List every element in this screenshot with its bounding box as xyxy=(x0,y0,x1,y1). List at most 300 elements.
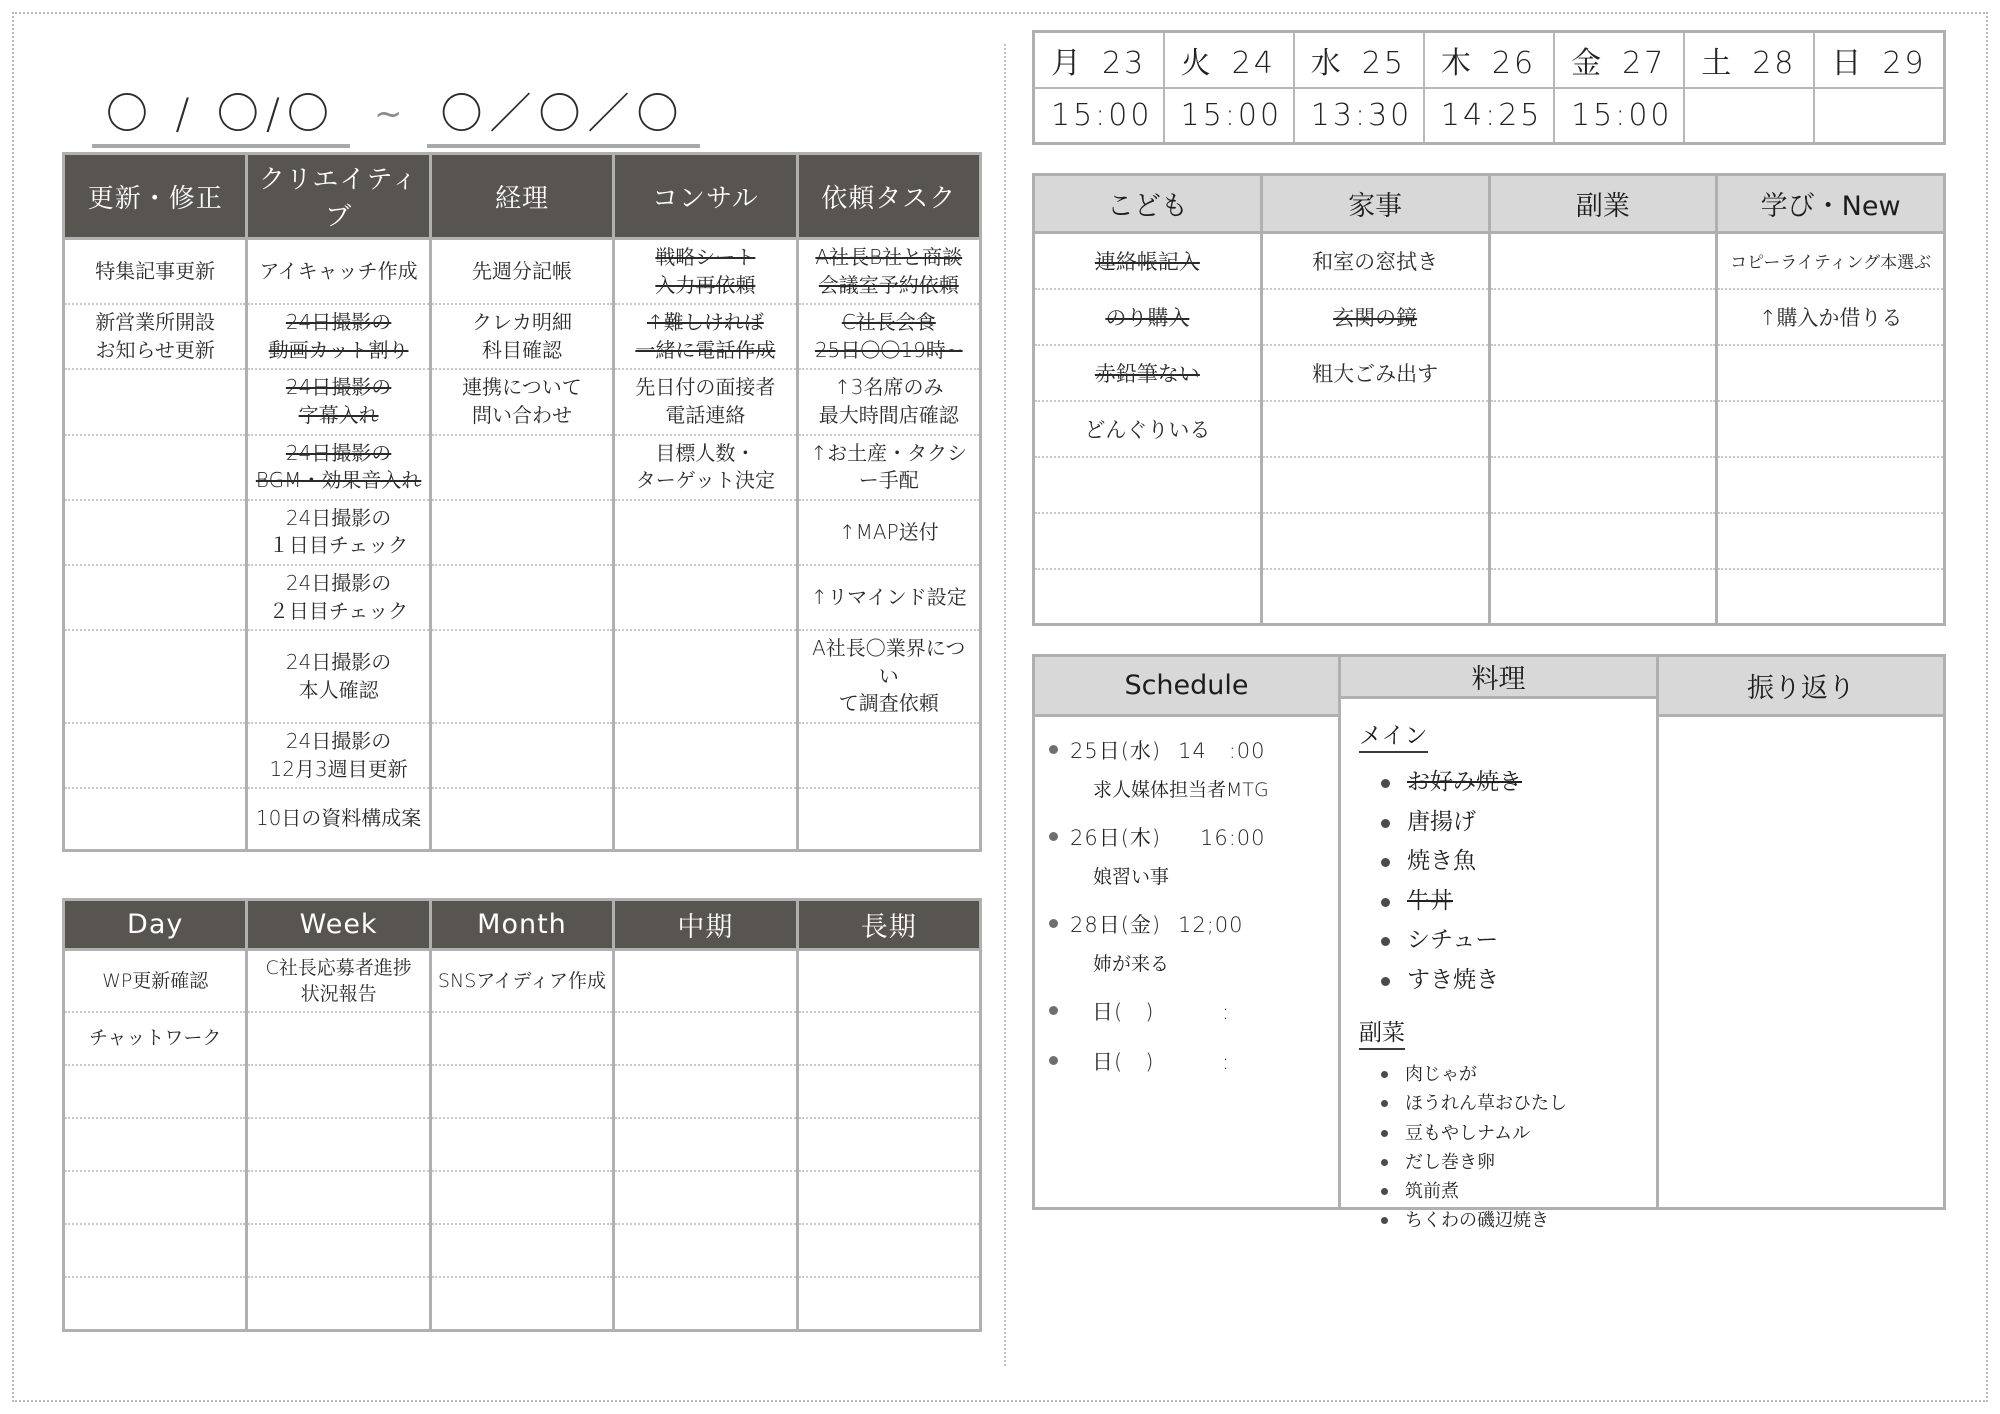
cell-3-4[interactable] xyxy=(797,435,980,500)
schedule-item[interactable] xyxy=(1049,822,1326,889)
cell-line: 和室の窓拭き xyxy=(1312,249,1439,274)
weekday-cell-0[interactable] xyxy=(1034,32,1164,88)
menu-item-label: ほうれん草おひたし xyxy=(1405,1093,1567,1115)
horizon-col-header-4: 長期 xyxy=(797,899,980,949)
cell-5-0[interactable] xyxy=(1034,513,1262,569)
cell-6-3[interactable] xyxy=(1717,569,1945,625)
cell-0-3[interactable] xyxy=(614,949,797,1012)
cell-4-3[interactable] xyxy=(614,500,797,565)
horizon-table xyxy=(62,898,982,1332)
cell-4-2[interactable] xyxy=(430,500,613,565)
horizon-col-header-1: Week xyxy=(247,899,430,949)
cell-8-4[interactable] xyxy=(797,788,980,850)
menu-item-label: シチュー xyxy=(1407,927,1499,954)
cell-line: ２日目チェック xyxy=(268,598,409,623)
cell-line: 連携について xyxy=(462,375,582,400)
cell-1-2[interactable] xyxy=(1489,289,1717,345)
horizon-col-header-0: Day xyxy=(64,899,247,949)
cell-5-0[interactable] xyxy=(64,565,247,630)
task-table-body xyxy=(64,239,981,851)
cell-line: ↑難しければ xyxy=(646,310,764,335)
furikaeri-body[interactable] xyxy=(1659,717,1943,1207)
category-table-header-row xyxy=(1034,175,1945,233)
cell-line: BGM・効果音入れ xyxy=(255,468,422,493)
cell-3-1[interactable] xyxy=(247,435,430,500)
cell-4-3[interactable] xyxy=(614,1171,797,1224)
cell-line: 新営業所開設 xyxy=(95,310,216,335)
cell-4-1[interactable] xyxy=(1261,457,1489,513)
cell-0-2[interactable] xyxy=(430,239,613,305)
cell-line: アイキャッチ作成 xyxy=(259,258,418,283)
cell-line: 特集記事更新 xyxy=(95,258,216,283)
day-time-cell-1[interactable]: 15:00 xyxy=(1164,88,1294,144)
cell-line: クレカ明細 xyxy=(471,310,572,335)
cell-5-1[interactable] xyxy=(247,565,430,630)
menu-item[interactable] xyxy=(1379,961,1644,1001)
cell-0-0[interactable] xyxy=(64,949,247,1012)
cell-4-0[interactable] xyxy=(1034,457,1262,513)
menu-item[interactable] xyxy=(1379,1177,1644,1206)
cell-7-1[interactable] xyxy=(247,723,430,788)
cell-1-3[interactable] xyxy=(614,304,797,369)
cell-line: 会議室予約依頼 xyxy=(818,272,959,297)
cell-8-0[interactable] xyxy=(64,788,247,850)
menu-item-label: 筑前煮 xyxy=(1405,1180,1459,1202)
task-col-header-4: 依頼タスク xyxy=(797,154,980,239)
cell-line: 入力再依頼 xyxy=(655,272,756,297)
cell-7-2[interactable] xyxy=(430,723,613,788)
cell-2-1[interactable] xyxy=(247,1065,430,1118)
cell-2-3[interactable] xyxy=(1717,345,1945,401)
day-time-cell-4[interactable]: 15:00 xyxy=(1554,88,1684,144)
horizon-table-header-row xyxy=(64,899,981,949)
schedule-date: 26日(木) xyxy=(1070,826,1162,850)
date-range-tilde: ~ xyxy=(374,94,403,134)
menu-item-label: お好み焼き xyxy=(1407,769,1522,795)
ryori-main-label: メイン xyxy=(1359,717,1428,753)
cell-6-3[interactable] xyxy=(614,1277,797,1330)
cell-3-2[interactable] xyxy=(430,1118,613,1171)
date-range-header xyxy=(62,30,982,148)
table-row xyxy=(1034,401,1945,457)
cell-1-1[interactable] xyxy=(247,1012,430,1065)
table-row xyxy=(64,723,981,788)
table-row xyxy=(1034,289,1945,345)
cell-line: 目標人数・ xyxy=(655,440,756,465)
schedule-title: Schedule xyxy=(1035,657,1338,717)
cell-line: 24日撮影の xyxy=(285,649,392,674)
schedule-time: 16:00 xyxy=(1178,826,1266,850)
cell-0-1[interactable] xyxy=(1261,233,1489,289)
cell-line: 24日撮影の xyxy=(285,570,392,595)
task-col-header-0: 更新・修正 xyxy=(64,154,247,239)
cell-3-0[interactable] xyxy=(64,435,247,500)
cell-5-3[interactable] xyxy=(614,565,797,630)
cell-3-4[interactable] xyxy=(797,1118,980,1171)
weekday-table-body xyxy=(1034,32,1945,144)
cell-4-3[interactable] xyxy=(1717,457,1945,513)
cell-2-3[interactable] xyxy=(614,1065,797,1118)
table-row xyxy=(64,630,981,723)
category-col-header-1: 家事 xyxy=(1261,175,1489,233)
task-col-header-2: 経理 xyxy=(430,154,613,239)
day-time-cell-0[interactable]: 15:00 xyxy=(1034,88,1164,144)
weekday-cell-3[interactable] xyxy=(1424,32,1554,88)
cell-line: A社長B社と商談 xyxy=(815,245,963,269)
table-row xyxy=(64,304,981,369)
table-row xyxy=(64,788,981,850)
schedule-time: 12;00 xyxy=(1178,913,1244,937)
schedule-item[interactable] xyxy=(1049,1046,1326,1076)
left-column xyxy=(26,22,1004,1388)
cell-6-1[interactable] xyxy=(247,630,430,723)
weekday-label: 火 xyxy=(1180,45,1214,81)
cell-0-1[interactable] xyxy=(247,949,430,1012)
table-row xyxy=(64,1065,981,1118)
schedule-item[interactable] xyxy=(1049,735,1326,802)
cell-3-3[interactable] xyxy=(614,1118,797,1171)
cell-line: 電話連絡 xyxy=(665,402,746,427)
day-time-cell-2[interactable]: 13:30 xyxy=(1294,88,1424,144)
schedule-time: : xyxy=(1178,1050,1231,1074)
cell-line: 12月3週目更新 xyxy=(269,756,408,781)
cell-line: 25日〇〇19時~ xyxy=(814,337,963,362)
schedule-time: : xyxy=(1178,1000,1231,1024)
cell-line: 状況報告 xyxy=(300,982,377,1005)
task-table xyxy=(62,152,982,852)
day-number: 24 xyxy=(1231,45,1276,81)
cell-5-2[interactable] xyxy=(1489,513,1717,569)
cell-0-3[interactable] xyxy=(1717,233,1945,289)
table-row xyxy=(64,949,981,1012)
schedule-date: 日( ) xyxy=(1070,1050,1155,1074)
weekday-label: 日 xyxy=(1831,45,1865,81)
cell-2-2[interactable] xyxy=(430,369,613,434)
weekday-cell-2[interactable] xyxy=(1294,32,1424,88)
schedule-body xyxy=(1035,717,1338,1207)
cell-6-0[interactable] xyxy=(64,1277,247,1330)
cell-2-0[interactable] xyxy=(64,369,247,434)
cell-0-2[interactable] xyxy=(430,949,613,1012)
weekday-cell-5[interactable] xyxy=(1684,32,1814,88)
ryori-sub-list xyxy=(1355,1060,1644,1235)
cell-6-4[interactable] xyxy=(797,630,980,723)
menu-item-label: 牛丼 xyxy=(1407,887,1453,914)
cell-line: お知らせ更新 xyxy=(95,337,215,362)
schedule-note: 姉が来る xyxy=(1093,953,1170,975)
schedule-date: 25日(水) xyxy=(1070,739,1162,763)
cell-6-4[interactable] xyxy=(797,1277,980,1330)
cell-line: 字幕入れ xyxy=(298,402,379,427)
cell-7-3[interactable] xyxy=(614,723,797,788)
cell-line: チャットワーク xyxy=(88,1027,222,1050)
cell-2-3[interactable] xyxy=(614,369,797,434)
cell-line: WP更新確認 xyxy=(102,969,209,992)
cell-3-1[interactable] xyxy=(247,1118,430,1171)
table-row xyxy=(64,369,981,434)
schedule-item[interactable] xyxy=(1049,996,1326,1026)
menu-item-label: ちくわの磯辺焼き xyxy=(1405,1210,1549,1232)
cell-0-0[interactable] xyxy=(1034,233,1262,289)
day-number: 25 xyxy=(1361,45,1406,81)
cell-5-2[interactable] xyxy=(430,1224,613,1277)
table-row xyxy=(1034,457,1945,513)
schedule-note: 求人媒体担当者MTG xyxy=(1093,779,1269,801)
cell-line: ↑お土産・タクシ xyxy=(810,440,968,465)
cell-line: 先週分記帳 xyxy=(471,258,572,283)
cell-line: SNSアイディア作成 xyxy=(437,969,607,992)
cell-8-2[interactable] xyxy=(430,788,613,850)
cell-5-1[interactable] xyxy=(247,1224,430,1277)
day-time-cell-6[interactable] xyxy=(1814,88,1944,144)
cell-line: どんぐりいる xyxy=(1084,417,1211,442)
bullet-icon xyxy=(1049,832,1058,841)
cell-line: 連絡帳記入 xyxy=(1094,249,1200,274)
cell-1-1[interactable] xyxy=(247,304,430,369)
cell-6-2[interactable] xyxy=(1489,569,1717,625)
table-row xyxy=(64,500,981,565)
category-table xyxy=(1032,173,1946,626)
cell-line: 24日撮影の xyxy=(285,375,392,400)
cell-0-1[interactable] xyxy=(247,239,430,305)
cell-line: 一緒に電話作成 xyxy=(635,337,776,362)
schedule-list xyxy=(1049,735,1326,1076)
cell-line: 科目確認 xyxy=(481,337,562,362)
cell-line: 最大時間店確認 xyxy=(818,402,959,427)
date-from-field[interactable]: 〇 / 〇/〇 xyxy=(92,90,350,148)
cell-6-0[interactable] xyxy=(64,630,247,723)
cell-4-1[interactable] xyxy=(247,1171,430,1224)
cell-4-1[interactable] xyxy=(247,500,430,565)
cell-7-4[interactable] xyxy=(797,723,980,788)
cell-line: 赤鉛筆ない xyxy=(1094,361,1200,386)
schedule-item-head xyxy=(1049,909,1326,939)
cell-4-2[interactable] xyxy=(430,1171,613,1224)
menu-item-label: 唐揚げ xyxy=(1407,808,1476,835)
schedule-section xyxy=(1035,657,1341,1207)
cell-1-0[interactable] xyxy=(64,304,247,369)
day-time-cell-5[interactable] xyxy=(1684,88,1814,144)
menu-item[interactable] xyxy=(1379,1206,1644,1235)
cell-4-0[interactable] xyxy=(64,1171,247,1224)
cell-line: 戦略シート xyxy=(655,245,756,269)
menu-item[interactable] xyxy=(1379,1060,1644,1089)
weekday-row xyxy=(1034,32,1945,88)
cell-5-2[interactable] xyxy=(430,565,613,630)
cell-line: 先日付の面接者 xyxy=(635,375,776,400)
cell-6-0[interactable] xyxy=(1034,569,1262,625)
weekday-cell-6[interactable] xyxy=(1814,32,1944,88)
horizon-table-body xyxy=(64,949,981,1330)
task-col-header-1: クリエイティブ xyxy=(247,154,430,239)
cell-line: ↑3名席のみ xyxy=(834,375,944,400)
furikaeri-section xyxy=(1659,657,1943,1207)
menu-item[interactable] xyxy=(1379,803,1644,843)
schedule-date: 28日(金) xyxy=(1070,913,1162,937)
schedule-date: 日( ) xyxy=(1070,1000,1155,1024)
task-table-header-row xyxy=(64,154,981,239)
cell-6-2[interactable] xyxy=(430,1277,613,1330)
cell-5-4[interactable] xyxy=(797,565,980,630)
daytime-row xyxy=(1034,88,1945,144)
cell-line: 問い合わせ xyxy=(471,402,572,427)
cell-4-4[interactable] xyxy=(797,1171,980,1224)
schedule-item[interactable] xyxy=(1049,909,1326,976)
schedule-item-head xyxy=(1049,1046,1326,1076)
cell-line: 玄関の鏡 xyxy=(1333,305,1418,330)
cell-line: ターゲット決定 xyxy=(635,468,775,493)
category-col-header-0: こども xyxy=(1034,175,1262,233)
weekday-label: 金 xyxy=(1571,45,1605,81)
date-to-field[interactable]: 〇／〇／〇 xyxy=(427,90,700,148)
cell-5-3[interactable] xyxy=(1717,513,1945,569)
cell-line: コピーライティング本選ぶ xyxy=(1730,253,1932,274)
cell-8-3[interactable] xyxy=(614,788,797,850)
cell-line: C社長会食 xyxy=(841,310,936,335)
cell-0-2[interactable] xyxy=(1489,233,1717,289)
cell-1-4[interactable] xyxy=(797,1012,980,1065)
cell-4-4[interactable] xyxy=(797,500,980,565)
cell-5-4[interactable] xyxy=(797,1224,980,1277)
cell-3-0[interactable] xyxy=(64,1118,247,1171)
cell-3-1[interactable] xyxy=(1261,401,1489,457)
bullet-icon xyxy=(1049,745,1058,754)
cell-line: 24日撮影の xyxy=(285,505,392,530)
cell-0-4[interactable] xyxy=(797,239,980,305)
cell-line: 粗大ごみ出す xyxy=(1312,361,1439,386)
cell-6-1[interactable] xyxy=(1261,569,1489,625)
table-row xyxy=(64,435,981,500)
cell-1-2[interactable] xyxy=(430,1012,613,1065)
weekday-table xyxy=(1032,30,1946,145)
cell-7-0[interactable] xyxy=(64,723,247,788)
weekday-label: 月 xyxy=(1051,45,1084,81)
cell-1-4[interactable] xyxy=(797,304,980,369)
menu-item[interactable] xyxy=(1379,763,1644,803)
cell-2-4[interactable] xyxy=(797,1065,980,1118)
schedule-note: 娘習い事 xyxy=(1093,866,1170,888)
category-col-header-3: 学び・New xyxy=(1717,175,1945,233)
day-number: 27 xyxy=(1622,45,1667,81)
table-row xyxy=(1034,569,1945,625)
cell-3-0[interactable] xyxy=(1034,401,1262,457)
cell-5-1[interactable] xyxy=(1261,513,1489,569)
cell-line: １日目チェック xyxy=(268,533,409,558)
weekday-label: 土 xyxy=(1701,45,1735,81)
schedule-time: 14 :00 xyxy=(1178,739,1266,763)
bottom-panel xyxy=(1032,654,1946,1232)
cell-3-3[interactable] xyxy=(1717,401,1945,457)
menu-item[interactable] xyxy=(1379,842,1644,882)
cell-6-3[interactable] xyxy=(614,630,797,723)
menu-item-label: 焼き魚 xyxy=(1407,848,1476,875)
bullet-icon xyxy=(1049,919,1058,928)
table-row xyxy=(1034,345,1945,401)
cell-1-3[interactable] xyxy=(614,1012,797,1065)
table-row xyxy=(64,1171,981,1224)
menu-item[interactable] xyxy=(1379,882,1644,922)
cell-1-0[interactable] xyxy=(64,1012,247,1065)
ryori-section xyxy=(1341,657,1659,1232)
cell-line: 本人確認 xyxy=(298,677,379,702)
cell-1-1[interactable] xyxy=(1261,289,1489,345)
cell-3-2[interactable] xyxy=(430,435,613,500)
weekday-cell-1[interactable] xyxy=(1164,32,1294,88)
cell-line: のり購入 xyxy=(1105,305,1190,330)
cell-line: 動画カット割り xyxy=(268,337,409,362)
table-row xyxy=(64,565,981,630)
cell-0-0[interactable] xyxy=(64,239,247,305)
day-number: 26 xyxy=(1491,45,1537,81)
menu-item[interactable] xyxy=(1379,1119,1644,1148)
right-column xyxy=(1006,22,1974,1388)
schedule-item-head xyxy=(1049,735,1326,765)
cell-line: ↑リマインド設定 xyxy=(810,584,967,609)
cell-1-2[interactable] xyxy=(430,304,613,369)
cell-6-2[interactable] xyxy=(430,630,613,723)
table-row xyxy=(1034,513,1945,569)
cell-2-0[interactable] xyxy=(64,1065,247,1118)
cell-2-4[interactable] xyxy=(797,369,980,434)
cell-5-0[interactable] xyxy=(64,1224,247,1277)
table-row xyxy=(64,239,981,305)
cell-2-1[interactable] xyxy=(247,369,430,434)
cell-2-0[interactable] xyxy=(1034,345,1262,401)
menu-item[interactable] xyxy=(1379,1089,1644,1118)
cell-8-1[interactable] xyxy=(247,788,430,850)
cell-0-4[interactable] xyxy=(797,949,980,1012)
day-number: 23 xyxy=(1102,45,1147,81)
cell-3-2[interactable] xyxy=(1489,401,1717,457)
furikaeri-title: 振り返り xyxy=(1659,657,1943,717)
cell-2-2[interactable] xyxy=(1489,345,1717,401)
cell-4-0[interactable] xyxy=(64,500,247,565)
ryori-body xyxy=(1341,699,1656,1257)
cell-0-3[interactable] xyxy=(614,239,797,305)
cell-2-1[interactable] xyxy=(1261,345,1489,401)
bullet-icon xyxy=(1049,1056,1058,1065)
menu-item[interactable] xyxy=(1379,1148,1644,1177)
cell-3-3[interactable] xyxy=(614,435,797,500)
table-row xyxy=(1034,233,1945,289)
cell-6-1[interactable] xyxy=(247,1277,430,1330)
cell-line: ー手配 xyxy=(858,468,919,493)
ryori-main-list xyxy=(1355,763,1644,1000)
table-row xyxy=(64,1277,981,1330)
schedule-item-head xyxy=(1049,822,1326,852)
cell-line: 10日の資料構成案 xyxy=(255,806,422,831)
cell-1-3[interactable] xyxy=(1717,289,1945,345)
cell-1-0[interactable] xyxy=(1034,289,1262,345)
weekday-cell-4[interactable] xyxy=(1554,32,1684,88)
weekday-label: 木 xyxy=(1440,45,1474,81)
category-table-body xyxy=(1034,233,1945,625)
cell-line: 24日撮影の xyxy=(285,310,392,335)
cell-2-2[interactable] xyxy=(430,1065,613,1118)
horizon-col-header-3: 中期 xyxy=(614,899,797,949)
horizon-col-header-2: Month xyxy=(430,899,613,949)
day-number: 29 xyxy=(1882,45,1927,81)
day-time-cell-3[interactable]: 14:25 xyxy=(1424,88,1554,144)
cell-line: A社長〇業界につい xyxy=(812,636,966,688)
cell-line: ↑購入か借りる xyxy=(1758,305,1903,330)
cell-5-3[interactable] xyxy=(614,1224,797,1277)
menu-item[interactable] xyxy=(1379,921,1644,961)
menu-item-label: だし巻き卵 xyxy=(1405,1151,1495,1173)
cell-line: ↑MAP送付 xyxy=(838,519,939,544)
cell-4-2[interactable] xyxy=(1489,457,1717,513)
ryori-sub-label: 副菜 xyxy=(1359,1014,1405,1050)
